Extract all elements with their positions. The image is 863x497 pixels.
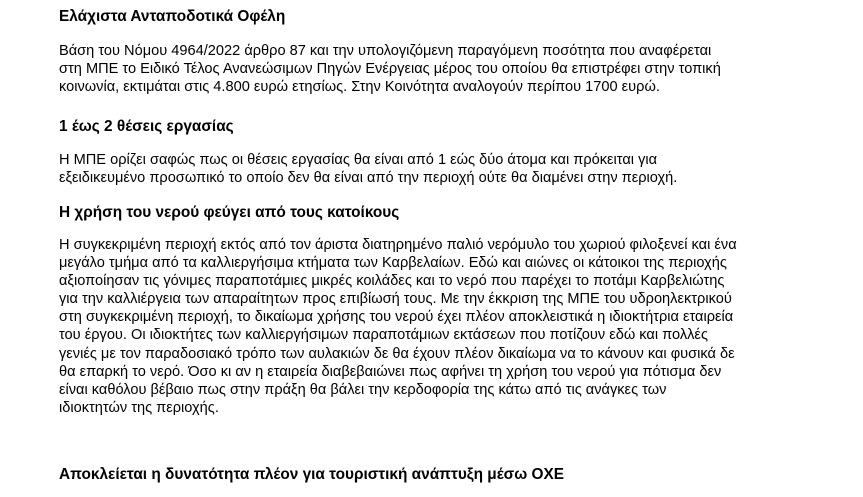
paragraph-line: είναι καθόλου βέβαιο πως στην πράξη θα βάλει την κερδοφορία της κάτω από τις ανάγκες των bbox=[59, 381, 667, 398]
section-paragraph-jobs bbox=[59, 151, 819, 187]
paragraph-line: κοινωνία, εκτιμάται στις 4.800 ευρώ ετησίως. Στην Κοινότητα αναλογούν περίπου 1700 ευρώ. bbox=[59, 79, 660, 96]
paragraph-line: ιδιοκτητών της περιοχής. bbox=[59, 399, 219, 416]
section-paragraph-water-use bbox=[59, 236, 819, 417]
paragraph-line: γενιές με τον παραδοσιακό τρόπο των αυλακιών δε θα έχουν πλέον δικαίωμα να το κάνουν και φυσικά δε bbox=[59, 345, 735, 362]
paragraph-line: αξιοποίησαν τις γόνιμες παραποτάμιες μικρές κοιλάδες και το νερό που παρέχει το ποτάμι Καρβελιώτης bbox=[59, 273, 725, 290]
paragraph-line: Βάση του Νόμου 4964/2022 άρθρο 87 και την υπολογιζόμενη παραγόμενη ποσότητα που αναφέρεται bbox=[59, 43, 712, 59]
paragraph-line: του έργου. Οι ιδιοκτήτες των καλλιεργήσιμων παραποτάμιων εκτάσεων που ποτίζουν εδώ και πολλές bbox=[59, 327, 708, 344]
section-paragraph-minimal-benefits bbox=[59, 42, 819, 96]
paragraph-line: για την καλλιέργεια των απαραίτητων προς επιβίωσή τους. Με την έκκριση της ΜΠΕ του υδροηλεκτρικού bbox=[59, 291, 732, 308]
paragraph-line: θα επαρκή το νερό. Όσο κι αν η εταιρεία διαβεβαιώνει πως αφήνει τη χρήση του νερού για πότισμα δεν bbox=[59, 363, 722, 380]
paragraph-line: στη ΜΠΕ το Ειδικό Τέλος Ανανεώσιμων Πηγών Ενέργειας μέρος του οποίου θα επιστρέφει στην τοπική bbox=[59, 61, 721, 78]
paragraph-line: Η συγκεκριμένη περιοχή εκτός από τον άριστα διατηρημένο παλιό νερόμυλο του χωριού φιλοξενεί και ένα bbox=[59, 237, 737, 253]
paragraph-line: Η ΜΠΕ ορίζει σαφώς πως οι θέσεις εργασίας θα είναι από 1 εώς δύο άτομα και πρόκειται για bbox=[59, 152, 658, 168]
section-heading-water-use: Η χρήση του νερού φεύγει από τους κατοίκους bbox=[59, 204, 400, 221]
paragraph-line: στη συγκεκριμένη περιοχή, το δικαίωμα χρήσης του νερού έχει πλέον αποκλειστικά η ιδιοκτήτρια εταιρεία bbox=[59, 309, 734, 326]
section-heading-minimal-benefits: Ελάχιστα Ανταποδοτικά Οφέλη bbox=[59, 8, 286, 25]
section-heading-tourism: Αποκλείεται η δυνατότητα πλέον για τουριστική ανάπτυξη μέσω ΟΧΕ bbox=[59, 466, 564, 483]
paragraph-line: εξειδικευμένο προσωπικό το οποίο δεν θα είναι από την περιοχή ούτε θα διαμένει στην περιοχή. bbox=[59, 170, 678, 187]
paragraph-line: μεγάλο τμήμα από τα καλλιεργήσιμα κτήματα των Καρβελαίων. Εδώ και αιώνες οι κάτοικοι της περιοχής bbox=[59, 255, 727, 272]
section-heading-jobs: 1 έως 2 θέσεις εργασίας bbox=[59, 118, 234, 135]
